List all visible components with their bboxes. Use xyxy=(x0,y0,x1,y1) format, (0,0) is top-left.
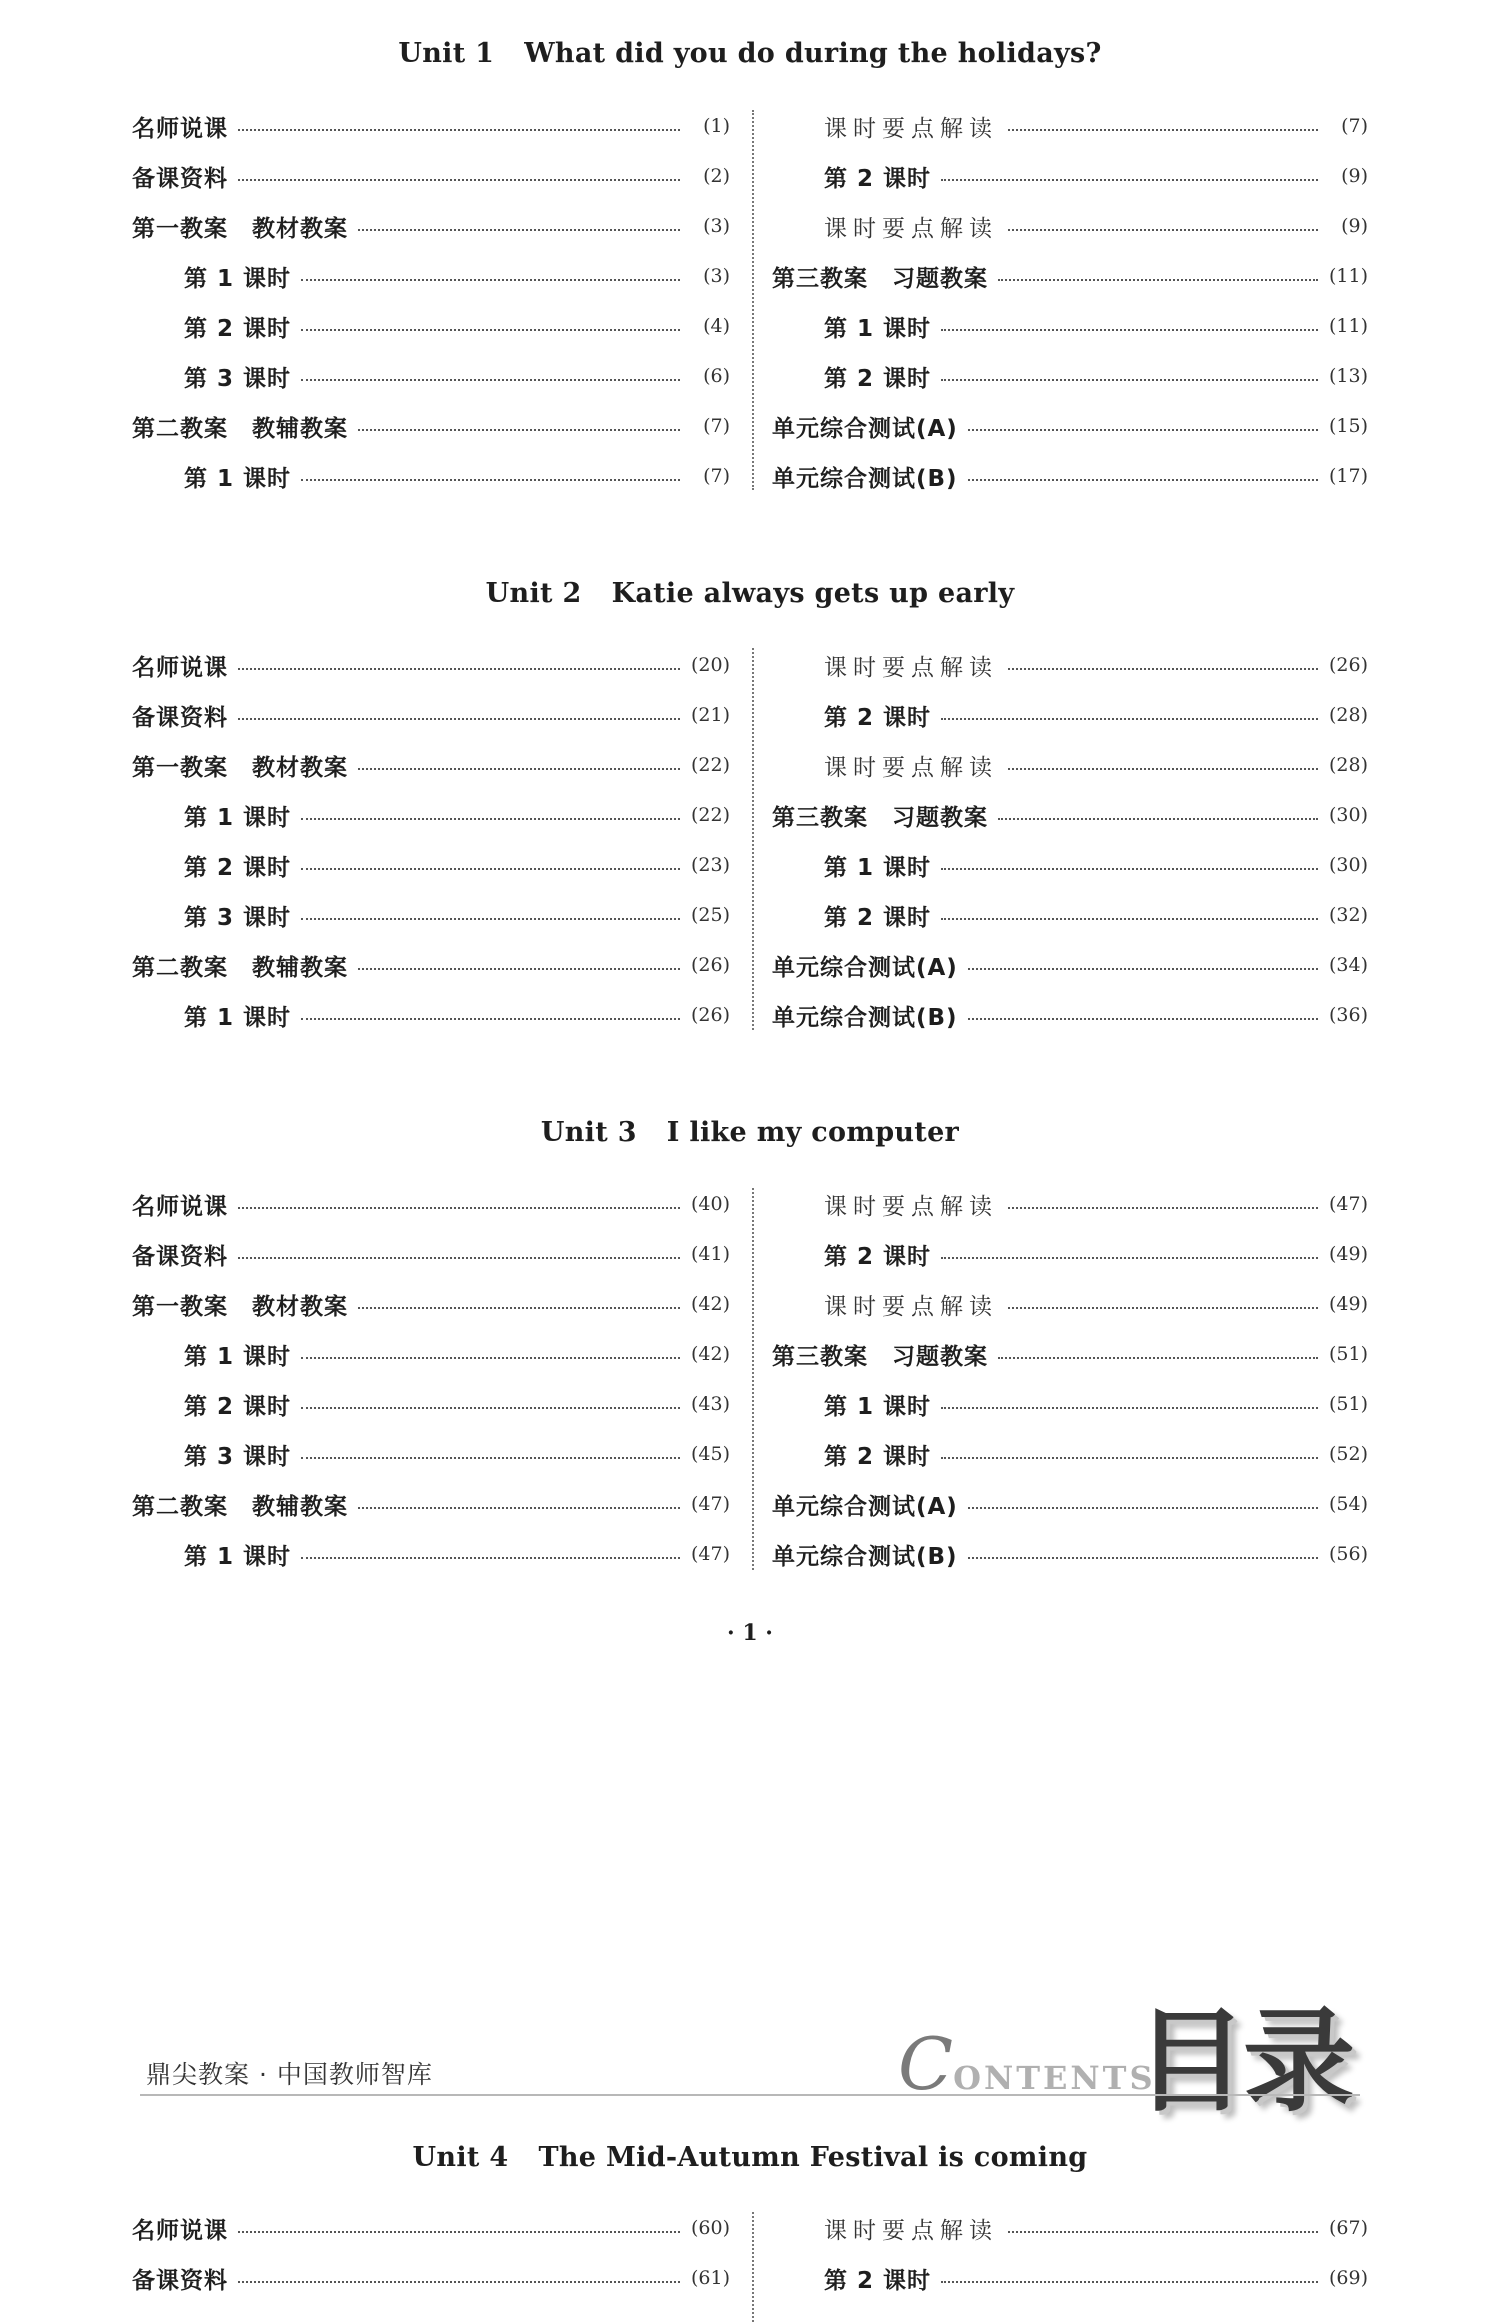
toc-entry[interactable] xyxy=(132,356,730,396)
toc-entry[interactable] xyxy=(772,1434,1368,1474)
toc-entry-label: 名师说课 xyxy=(132,2217,228,2244)
dot-leader xyxy=(358,1307,680,1309)
toc-entry[interactable] xyxy=(772,695,1368,735)
series-name: 鼎尖教案 · 中国教师智库 xyxy=(146,2060,433,2089)
footer-rule xyxy=(140,2094,1360,2096)
toc-entry-page: (28) xyxy=(1328,754,1368,776)
unit-number: Unit 2 xyxy=(485,578,582,609)
dot-leader xyxy=(1008,2231,1318,2233)
dot-leader xyxy=(301,918,680,920)
toc-entry-page: (26) xyxy=(690,954,730,976)
contents-initial: C xyxy=(898,2022,954,2106)
toc-entry[interactable] xyxy=(772,645,1368,685)
column-divider xyxy=(752,648,754,1030)
toc-entry[interactable] xyxy=(772,845,1368,885)
toc-entry-label: 第 1 课时 xyxy=(184,1343,292,1370)
toc-entry[interactable] xyxy=(772,356,1368,396)
dot-leader xyxy=(301,1457,680,1459)
toc-entry-label: 课时要点解读 xyxy=(824,215,998,242)
toc-entry[interactable] xyxy=(132,895,730,935)
toc-entry-label: 第 1 课时 xyxy=(184,1004,292,1031)
contents-heading: 目录 xyxy=(1135,1997,1351,2127)
column-divider xyxy=(752,1188,754,1570)
toc-entry-page: (25) xyxy=(690,904,730,926)
toc-entry-label: 课时要点解读 xyxy=(824,2217,998,2244)
unit-number: Unit 3 xyxy=(540,1117,637,1148)
toc-entry-page: (30) xyxy=(1328,804,1368,826)
dot-leader xyxy=(941,718,1318,720)
toc-entry-page: (15) xyxy=(1328,415,1368,437)
dot-leader xyxy=(301,479,680,481)
dot-leader xyxy=(358,229,680,231)
toc-entry[interactable] xyxy=(772,2208,1368,2248)
toc-entry-label: 第 2 课时 xyxy=(824,904,932,931)
toc-entry-label: 第二教案 教辅教案 xyxy=(132,1493,348,1520)
toc-entry-page: (9) xyxy=(1341,215,1368,237)
dot-leader xyxy=(941,1257,1318,1259)
toc-entry-page: (22) xyxy=(690,754,730,776)
toc-entry-label: 第三教案 习题教案 xyxy=(772,1343,988,1370)
toc-entry-page: (30) xyxy=(1328,854,1368,876)
toc-entry[interactable] xyxy=(132,1234,730,1274)
dot-leader xyxy=(968,429,1318,431)
toc-entry-label: 第 2 课时 xyxy=(824,1443,932,1470)
toc-entry-page: (69) xyxy=(1328,2267,1368,2289)
toc-entry-page: (26) xyxy=(690,1004,730,1026)
dot-leader xyxy=(968,479,1318,481)
column-divider xyxy=(752,2212,754,2322)
toc-entry-label: 第 2 课时 xyxy=(184,854,292,881)
toc-entry-label: 第一教案 教材教案 xyxy=(132,215,348,242)
toc-entry-label: 备课资料 xyxy=(132,1243,228,1270)
toc-entry-page: (4) xyxy=(703,315,730,337)
toc-entry[interactable] xyxy=(772,206,1368,246)
dot-leader xyxy=(301,379,680,381)
dot-leader xyxy=(968,1557,1318,1559)
toc-entry-page: (43) xyxy=(690,1393,730,1415)
toc-entry[interactable] xyxy=(132,795,730,835)
toc-entry-label: 第一教案 教材教案 xyxy=(132,754,348,781)
toc-entry[interactable] xyxy=(132,1184,730,1224)
dot-leader xyxy=(238,129,680,131)
toc-entry-label: 课时要点解读 xyxy=(824,115,998,142)
toc-entry-page: (7) xyxy=(703,465,730,487)
toc-entry-label: 名师说课 xyxy=(132,1193,228,1220)
toc-entry-page: (42) xyxy=(690,1293,730,1315)
toc-entry-page: (1) xyxy=(703,115,730,137)
toc-entry[interactable] xyxy=(132,1284,730,1324)
unit-3-title xyxy=(0,1117,1500,1148)
toc-entry-label: 第 2 课时 xyxy=(824,704,932,731)
unit-2-title xyxy=(0,578,1500,609)
dot-leader xyxy=(1008,1307,1318,1309)
dot-leader xyxy=(301,1018,680,1020)
toc-entry-page: (54) xyxy=(1328,1493,1368,1515)
toc-entry-page: (13) xyxy=(1328,365,1368,387)
toc-entry-label: 第二教案 教辅教案 xyxy=(132,954,348,981)
toc-entry-label: 第 3 课时 xyxy=(184,1443,292,1470)
dot-leader xyxy=(1008,668,1318,670)
toc-entry[interactable] xyxy=(772,256,1368,296)
toc-entry-page: (23) xyxy=(690,854,730,876)
unit-name: What did you do during the holidays? xyxy=(524,38,1102,69)
toc-entry-page: (7) xyxy=(1341,115,1368,137)
toc-entry[interactable] xyxy=(132,206,730,246)
toc-entry-page: (47) xyxy=(1328,1193,1368,1215)
unit-number: Unit 1 xyxy=(398,38,495,69)
toc-entry[interactable] xyxy=(772,1484,1368,1524)
unit-4-title xyxy=(0,2142,1500,2173)
toc-entry[interactable] xyxy=(772,795,1368,835)
toc-entry-label: 课时要点解读 xyxy=(824,754,998,781)
dot-leader xyxy=(941,868,1318,870)
toc-entry-label: 单元综合测试(A) xyxy=(772,1493,958,1520)
toc-entry-page: (11) xyxy=(1328,265,1368,287)
dot-leader xyxy=(238,2231,680,2233)
toc-entry[interactable] xyxy=(132,306,730,346)
dot-leader xyxy=(358,429,680,431)
toc-entry-page: (40) xyxy=(690,1193,730,1215)
toc-entry-label: 第 1 课时 xyxy=(824,854,932,881)
dot-leader xyxy=(941,329,1318,331)
toc-entry[interactable] xyxy=(132,845,730,885)
toc-entry-page: (6) xyxy=(703,365,730,387)
dot-leader xyxy=(1008,768,1318,770)
toc-entry[interactable] xyxy=(132,745,730,785)
toc-entry-label: 单元综合测试(A) xyxy=(772,415,958,442)
toc-entry[interactable] xyxy=(132,1484,730,1524)
toc-entry[interactable] xyxy=(772,1184,1368,1224)
toc-entry[interactable] xyxy=(772,1284,1368,1324)
toc-entry-label: 第 1 课时 xyxy=(184,1543,292,1570)
toc-entry-page: (22) xyxy=(690,804,730,826)
toc-entry-label: 备课资料 xyxy=(132,2267,228,2294)
contents-rest: ONTENTS xyxy=(953,2059,1156,2097)
toc-entry[interactable] xyxy=(772,1384,1368,1424)
dot-leader xyxy=(301,329,680,331)
toc-entry[interactable] xyxy=(772,895,1368,935)
toc-entry-page: (20) xyxy=(690,654,730,676)
toc-entry-page: (51) xyxy=(1328,1343,1368,1365)
dot-leader xyxy=(238,668,680,670)
toc-entry[interactable] xyxy=(132,156,730,196)
column-divider xyxy=(752,110,754,490)
toc-entry-label: 第 2 课时 xyxy=(824,1243,932,1270)
dot-leader xyxy=(968,1018,1318,1020)
toc-entry-page: (34) xyxy=(1328,954,1368,976)
toc-entry[interactable] xyxy=(132,106,730,146)
unit-1-title xyxy=(0,38,1500,69)
dot-leader xyxy=(238,179,680,181)
dot-leader xyxy=(941,379,1318,381)
toc-entry[interactable] xyxy=(772,1234,1368,1274)
toc-entry-page: (47) xyxy=(690,1493,730,1515)
toc-entry-page: (49) xyxy=(1328,1243,1368,1265)
page-number: · 1 · xyxy=(727,1620,773,1646)
toc-entry-label: 第 1 课时 xyxy=(184,265,292,292)
toc-entry[interactable] xyxy=(132,695,730,735)
toc-entry-label: 课时要点解读 xyxy=(824,1193,998,1220)
toc-entry[interactable] xyxy=(772,745,1368,785)
dot-leader xyxy=(998,1357,1318,1359)
toc-entry-page: (49) xyxy=(1328,1293,1368,1315)
toc-entry[interactable] xyxy=(772,945,1368,985)
toc-entry-page: (45) xyxy=(690,1443,730,1465)
dot-leader xyxy=(1008,229,1318,231)
toc-entry[interactable] xyxy=(132,2258,730,2298)
toc-entry[interactable] xyxy=(772,456,1368,496)
toc-entry-page: (21) xyxy=(690,704,730,726)
toc-entry[interactable] xyxy=(132,1334,730,1374)
toc-entry-label: 第 2 课时 xyxy=(824,165,932,192)
dot-leader xyxy=(301,868,680,870)
toc-entry-page: (41) xyxy=(690,1243,730,1265)
toc-entry-label: 名师说课 xyxy=(132,654,228,681)
dot-leader xyxy=(301,1407,680,1409)
dot-leader xyxy=(238,1257,680,1259)
toc-entry[interactable] xyxy=(132,645,730,685)
unit-name: Katie always gets up early xyxy=(611,578,1015,609)
toc-entry[interactable] xyxy=(132,1384,730,1424)
toc-entry-label: 备课资料 xyxy=(132,165,228,192)
dot-leader xyxy=(301,818,680,820)
dot-leader xyxy=(941,918,1318,920)
dot-leader xyxy=(941,1407,1318,1409)
toc-entry[interactable] xyxy=(772,406,1368,446)
unit-name: The Mid-Autumn Festival is coming xyxy=(538,2142,1088,2173)
dot-leader xyxy=(941,1457,1318,1459)
dot-leader xyxy=(238,1207,680,1209)
toc-entry[interactable] xyxy=(132,945,730,985)
dot-leader xyxy=(941,179,1318,181)
toc-entry-page: (67) xyxy=(1328,2217,1368,2239)
toc-entry[interactable] xyxy=(772,156,1368,196)
toc-entry-label: 单元综合测试(A) xyxy=(772,954,958,981)
toc-entry-page: (36) xyxy=(1328,1004,1368,1026)
toc-entry-page: (42) xyxy=(690,1343,730,1365)
dot-leader xyxy=(1008,1207,1318,1209)
toc-entry-page: (61) xyxy=(690,2267,730,2289)
toc-entry-label: 单元综合测试(B) xyxy=(772,1004,958,1031)
toc-entry[interactable] xyxy=(132,1534,730,1574)
unit-number: Unit 4 xyxy=(412,2142,509,2173)
toc-entry-page: (28) xyxy=(1328,704,1368,726)
dot-leader xyxy=(358,968,680,970)
toc-entry[interactable] xyxy=(132,256,730,296)
dot-leader xyxy=(998,279,1318,281)
dot-leader xyxy=(301,279,680,281)
toc-entry[interactable] xyxy=(132,456,730,496)
dot-leader xyxy=(358,768,680,770)
toc-entry-label: 第 1 课时 xyxy=(184,465,292,492)
unit-name: I like my computer xyxy=(666,1117,960,1148)
toc-entry-label: 课时要点解读 xyxy=(824,1293,998,1320)
toc-entry-page: (52) xyxy=(1328,1443,1368,1465)
toc-entry-page: (47) xyxy=(690,1543,730,1565)
toc-entry[interactable] xyxy=(772,1534,1368,1574)
dot-leader xyxy=(968,968,1318,970)
toc-entry-label: 课时要点解读 xyxy=(824,654,998,681)
toc-entry-label: 第 1 课时 xyxy=(824,315,932,342)
dot-leader xyxy=(1008,129,1318,131)
toc-entry-label: 第 2 课时 xyxy=(184,315,292,342)
toc-entry-page: (3) xyxy=(703,265,730,287)
toc-entry-label: 第 2 课时 xyxy=(824,365,932,392)
toc-entry[interactable] xyxy=(132,995,730,1035)
toc-entry-page: (26) xyxy=(1328,654,1368,676)
dot-leader xyxy=(238,718,680,720)
toc-entry-label: 第三教案 习题教案 xyxy=(772,804,988,831)
toc-entry-label: 第三教案 习题教案 xyxy=(772,265,988,292)
toc-entry-label: 单元综合测试(B) xyxy=(772,1543,958,1570)
toc-entry-page: (3) xyxy=(703,215,730,237)
dot-leader xyxy=(301,1357,680,1359)
toc-entry-page: (2) xyxy=(703,165,730,187)
dot-leader xyxy=(301,1557,680,1559)
toc-entry[interactable] xyxy=(772,2258,1368,2298)
dot-leader xyxy=(358,1507,680,1509)
toc-entry[interactable] xyxy=(772,1334,1368,1374)
toc-entry-label: 名师说课 xyxy=(132,115,228,142)
toc-entry-page: (9) xyxy=(1341,165,1368,187)
toc-entry[interactable] xyxy=(772,995,1368,1035)
toc-entry-page: (32) xyxy=(1328,904,1368,926)
toc-entry-label: 备课资料 xyxy=(132,704,228,731)
dot-leader xyxy=(968,1507,1318,1509)
toc-entry-page: (56) xyxy=(1328,1543,1368,1565)
toc-entry[interactable] xyxy=(132,2208,730,2248)
toc-entry-label: 第一教案 教材教案 xyxy=(132,1293,348,1320)
toc-entry[interactable] xyxy=(772,106,1368,146)
toc-entry[interactable] xyxy=(132,406,730,446)
dot-leader xyxy=(998,818,1318,820)
toc-entry-label: 单元综合测试(B) xyxy=(772,465,958,492)
toc-entry-label: 第 2 课时 xyxy=(184,1393,292,1420)
toc-entry-label: 第 3 课时 xyxy=(184,904,292,931)
toc-entry-label: 第二教案 教辅教案 xyxy=(132,415,348,442)
toc-entry-label: 第 2 课时 xyxy=(824,2267,932,2294)
dot-leader xyxy=(941,2281,1318,2283)
toc-entry-label: 第 3 课时 xyxy=(184,365,292,392)
toc-entry-page: (7) xyxy=(703,415,730,437)
toc-entry-label: 第 1 课时 xyxy=(824,1393,932,1420)
toc-entry-label: 第 1 课时 xyxy=(184,804,292,831)
toc-entry-page: (51) xyxy=(1328,1393,1368,1415)
toc-entry-page: (17) xyxy=(1328,465,1368,487)
toc-entry-page: (60) xyxy=(690,2217,730,2239)
dot-leader xyxy=(238,2281,680,2283)
toc-entry-page: (11) xyxy=(1328,315,1368,337)
toc-entry[interactable] xyxy=(132,1434,730,1474)
toc-entry[interactable] xyxy=(772,306,1368,346)
